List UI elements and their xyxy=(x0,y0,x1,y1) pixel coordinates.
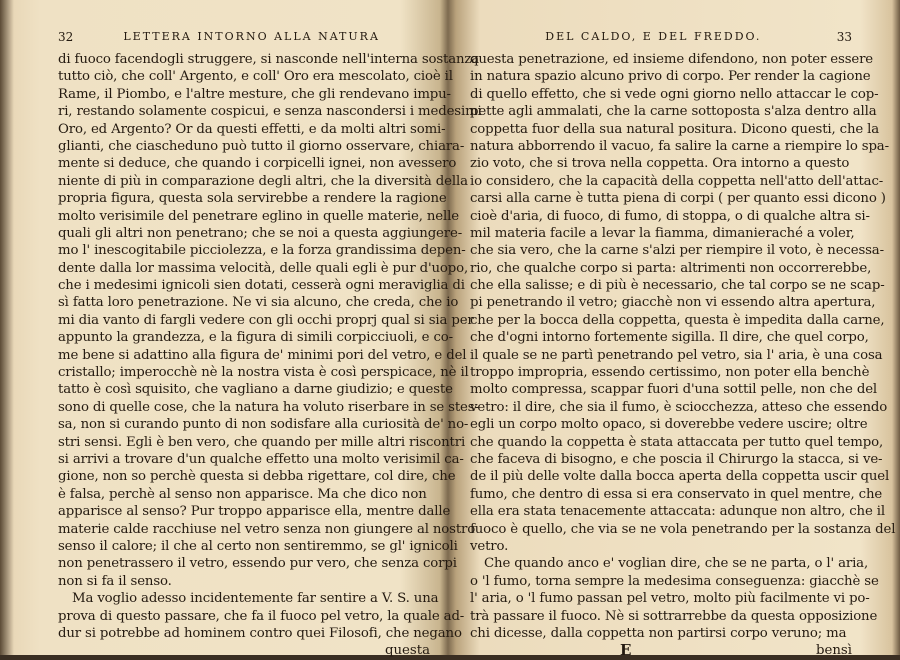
left-page-text xyxy=(58,51,482,642)
text-line: fumo, che dentro di essa si era conservato in quel mentre, che xyxy=(470,486,883,502)
text-line: molto compressa, scappar fuori d'una sottil pelle, non che del xyxy=(470,382,878,398)
text-line: fuoco è quello, che via se ne vola penetrando per la sostanza del xyxy=(470,521,896,537)
text-line: de il più delle volte dalla bocca aperta della coppetta uscir quel xyxy=(470,469,890,485)
text-line: vetro. xyxy=(470,538,509,554)
text-line: cristallo; imperocchè nè la nostra vista è così perspicace, nè il xyxy=(58,365,469,381)
text-line: me bene si adattino alla figura de' minimi pori del vetro, e del xyxy=(58,347,467,363)
text-line: è falsa, perchè al senso non apparisce. Ma che dico non xyxy=(58,486,427,502)
text-line: pi penetrando il vetro; giacchè non vi essendo altra apertura, xyxy=(470,295,876,311)
text-line: si arrivi a trovare d'un qualche effetto una molto verisimil ca- xyxy=(58,451,464,467)
right-page xyxy=(470,30,896,660)
text-line: mo l' inescogitabile picciolezza, e la forza grandissima depen- xyxy=(58,243,466,259)
text-line: non penetrassero il vetro, essendo pur vero, che senza corpi xyxy=(58,556,457,572)
text-line: egli un corpo molto opaco, si doverebbe vedere uscire; oltre xyxy=(470,417,868,433)
text-line: che per la bocca della coppetta, questa è impedita dalla carne, xyxy=(470,312,885,328)
running-head: DEL CALDO, E DEL FREDDO. xyxy=(545,30,762,43)
text-line: vetro: il dire, che sia il fumo, è sciocchezza, atteso che essendo xyxy=(470,399,888,415)
text-line: l' aria, o 'l fumo passan pel vetro, molto più facilmente vi po- xyxy=(470,591,870,607)
text-line: che ella salisse; e di più è necessario, che tal corpo se ne scap- xyxy=(470,278,885,294)
page-number: 32 xyxy=(58,30,74,44)
text-line: coppetta fuor della sua natural positura. Dicono questi, che la xyxy=(470,121,880,137)
right-page-header xyxy=(470,30,852,48)
text-line: il quale se ne partì penetrando pel vetro, sia l' aria, è una cosa xyxy=(470,347,883,363)
text-line: quali gli altri non penetrano; che se noi a questa aggiungere- xyxy=(58,225,463,241)
text-line: ella era stata tenacemente attaccata: adunque non altro, che il xyxy=(470,504,885,520)
text-line: ri, restando solamente cospicui, e senza nascondersi i medesimi xyxy=(58,104,482,120)
text-line: tutto ciò, che coll' Argento, e coll' Oro era mescolato, cioè il xyxy=(58,69,453,85)
left-page xyxy=(58,30,482,660)
text-line: che faceva di bisogno, e che poscia il Chirurgo la stacca, si ve- xyxy=(470,451,883,467)
text-line: questa penetrazione, ed insieme difendono, non poter essere xyxy=(470,52,874,67)
text-line: chi dicesse, dalla coppetta non partirsi corpo veruno; ma xyxy=(470,625,847,641)
text-line: propria figura, questa sola servirebbe a rendere la ragione xyxy=(58,191,447,207)
text-line: io considero, che la capacità della coppetta nell'atto dell'attac- xyxy=(470,173,884,189)
text-line: stri sensi. Egli è ben vero, che quando per mille altri riscontri xyxy=(58,434,466,450)
text-line: pette agli ammalati, che la carne sottoposta s'alza dentro alla xyxy=(470,104,877,120)
text-line: dente dalla lor massima velocità, delle quali egli è pur d'uopo, xyxy=(58,260,469,276)
text-line: troppo impropria, essendo certissimo, non poter ella benchè xyxy=(470,365,870,381)
text-line: niente di più in comparazione degli altri, che la diversità della xyxy=(58,173,468,189)
text-line: carsi alla carne è tutta piena di corpi ( per quanto essi dicono ) xyxy=(470,191,886,207)
text-line: appunto la grandezza, e la figura di simili corpicciuoli, e co- xyxy=(58,330,453,346)
text-line: di fuoco facendogli struggere, si nasconde nell'interna sostanza xyxy=(58,52,480,67)
text-line: in natura spazio alcuno privo di corpo. Per render la cagione xyxy=(470,69,871,85)
text-line: sa, non si curando punto di non sodisfare alla curiosità de' no- xyxy=(58,417,469,433)
text-line: mil materia facile a levar la fiamma, dimanieraché a voler, xyxy=(470,225,855,241)
text-line: mi dia vanto di fargli vedere con gli occhi proprj qual si sia per xyxy=(58,312,474,328)
text-line: tatto è così squisito, che vagliano a darne giudizio; e queste xyxy=(58,382,453,398)
text-line: che sia vero, che la carne s'alzi per riempire il voto, è necessa- xyxy=(470,243,884,259)
text-line: Ma voglio adesso incidentemente far sentire a V. S. una xyxy=(72,591,439,607)
right-page-text xyxy=(470,51,896,642)
text-line: trà passare il fuoco. Nè si sottrarrebbe da questa opposizione xyxy=(470,608,878,624)
text-line: o 'l fumo, torna sempre la medesima conseguenza: giacchè se xyxy=(470,573,879,589)
left-page-header xyxy=(58,30,430,48)
text-line: materie calde racchiuse nel vetro senza non giungere al nostro xyxy=(58,521,476,537)
text-line: molto verisimile del penetrare eglino in quelle materie, nelle xyxy=(58,208,459,224)
text-line: dur si potrebbe ad hominem contro quei Filosofi, che negano xyxy=(58,625,462,641)
text-line: rio, che qualche corpo si parta: altrimenti non occorrerebbe, xyxy=(470,260,872,276)
text-line: sono di quelle cose, che la natura ha voluto riserbare in se stes- xyxy=(58,399,479,415)
signature-mark: E xyxy=(620,641,632,660)
text-line: che i medesimi ignicoli sien dotati, cesserà ogni meraviglia di xyxy=(58,278,465,294)
catchword: bensì xyxy=(815,643,852,659)
text-line: Rame, il Piombo, e l'altre mesture, che gli rendevano impu- xyxy=(58,86,451,102)
running-head: LETTERA INTORNO ALLA NATURA xyxy=(123,30,380,43)
text-line: zio voto, che si trova nella coppetta. Ora intorno a questo xyxy=(470,156,850,172)
text-line: gione, non so perchè questa si debba rigettare, col dire, che xyxy=(58,469,456,485)
text-line: sì fatta loro penetrazione. Ne vi sia alcuno, che creda, che io xyxy=(58,295,459,311)
text-line: apparisce al senso? Pur troppo apparisce ella, mentre dalle xyxy=(58,504,451,520)
text-line: Oro, ed Argento? Or da questi effetti, e da molti altri somi- xyxy=(58,121,446,137)
text-line: Che quando anco e' voglian dire, che se ne parta, o l' aria, xyxy=(484,556,869,572)
text-line: mente si deduce, che quando i corpicelli ignei, non avessero xyxy=(58,156,457,172)
text-line: glianti, che ciascheduno può tutto il giorno osservare, chiara- xyxy=(58,138,465,154)
catchword: questa xyxy=(384,643,430,659)
text-line: che quando la coppetta è stata attaccata per tutto quel tempo, xyxy=(470,434,884,450)
text-line: che d'ogni intorno fortemente sigilla. Il dire, che quel corpo, xyxy=(470,330,869,346)
text-line: non si fa il senso. xyxy=(58,573,172,589)
page-number: 33 xyxy=(836,30,852,44)
text-line: senso il calore; il che al certo non sentiremmo, se gl' ignicoli xyxy=(58,538,458,554)
text-line: prova di questo passare, che fa il fuoco pel vetro, la quale ad- xyxy=(58,608,465,624)
text-line: di quello effetto, che si vede ogni giorno nello attaccar le cop- xyxy=(470,86,879,102)
text-line: cioè d'aria, di fuoco, di fumo, di stoppa, o di qualche altra si- xyxy=(470,208,870,224)
text-line: natura abborrendo il vacuo, fa salire la carne a riempire lo spa- xyxy=(470,138,889,154)
